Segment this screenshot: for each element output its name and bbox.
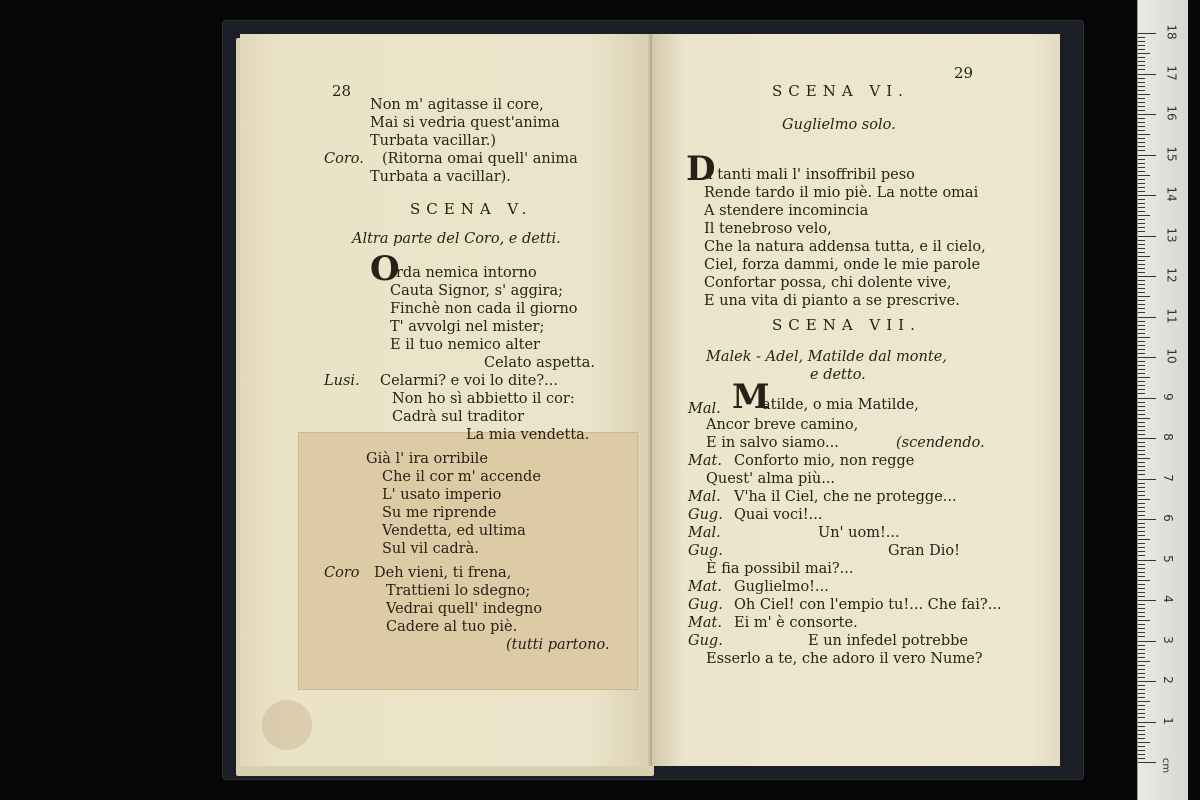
ruler-tick [1138,219,1145,220]
ruler-tick [1138,41,1145,42]
scene-subtitle: Malek - Adel, Matilde dal monte, [706,349,947,365]
ruler-tick [1138,762,1156,763]
ruler-tick [1138,381,1145,382]
ruler-tick [1138,462,1145,463]
ruler-tick [1138,458,1150,459]
ruler-tick [1138,588,1145,589]
verse-line: Confortar possa, chi dolente vive, [704,275,952,291]
drop-cap: O [370,249,400,289]
ruler-tick [1138,333,1145,334]
speaker-label: Coro [324,565,360,581]
page-number: 28 [332,82,352,100]
ruler-tick [1138,90,1145,91]
ruler-tick [1138,312,1145,313]
ruler-tick [1138,636,1145,637]
ruler-tick [1138,284,1145,285]
ruler-tick [1138,410,1145,411]
ruler-tick [1138,746,1145,747]
ruler-tick [1138,576,1145,577]
verse-line: Trattieni lo sdegno; [386,583,531,599]
verse-line: Non m' agitasse il core, [370,97,544,113]
ruler-tick [1138,491,1145,492]
ruler-tick [1138,430,1145,431]
ruler-tick [1138,535,1145,536]
ruler-tick [1138,406,1145,407]
ruler-tick [1138,495,1145,496]
verse-line: (Ritorna omai quell' anima [382,151,578,167]
ruler-tick [1138,531,1145,532]
ruler-tick [1138,527,1145,528]
speaker-label: Mal. [688,489,721,505]
ruler-tick [1138,555,1145,556]
ruler-tick [1138,33,1156,34]
speaker-label: Gug. [688,597,723,613]
ruler-number: 2 [1160,676,1175,684]
ruler-tick [1138,126,1145,127]
ruler-tick [1138,612,1145,613]
ruler-tick [1138,632,1145,633]
ruler-tick [1138,393,1145,394]
ruler-tick [1138,191,1145,192]
ruler-tick [1138,329,1145,330]
ruler-tick [1138,592,1145,593]
ruler-tick [1138,345,1145,346]
drop-cap: M [732,377,770,417]
ruler-tick [1138,150,1145,151]
verse-line: Celarmi? e voi lo dite?... [380,373,558,389]
ruler-tick [1138,677,1145,678]
ruler-tick [1138,65,1145,66]
verse-line: V'ha il Ciel, che ne protegge... [734,489,957,505]
ruler-tick [1138,94,1150,95]
ruler-tick [1138,373,1145,374]
ruler-unit-label: cm [1160,757,1172,774]
ruler-tick [1138,730,1145,731]
page-number: 29 [954,64,974,82]
ruler-tick [1138,365,1145,366]
ruler-tick [1138,600,1156,601]
ruler-tick [1138,163,1145,164]
ruler-tick [1138,45,1145,46]
ruler-tick [1138,418,1150,419]
ruler-tick [1138,292,1145,293]
ruler-tick [1138,159,1145,160]
verse-line: La mia vendetta. [466,427,590,443]
verse-line: Guglielmo!... [734,579,829,595]
ruler-tick [1138,171,1145,172]
speaker-label: Coro. [324,151,364,167]
verse-line: Turbata a vacillar). [370,169,511,185]
ruler-tick [1138,693,1145,694]
ruler-tick [1138,321,1145,322]
verse-line: Cadrà sul traditor [392,409,525,425]
scene-subtitle: Altra parte del Coro, e detti. [352,231,561,247]
verse-line: Rende tardo il mio piè. La notte omai [704,185,979,201]
ruler-tick [1138,580,1150,581]
ruler-tick [1138,624,1145,625]
ruler-tick [1138,454,1145,455]
ruler-number: 13 [1164,226,1179,243]
ruler-tick [1138,349,1145,350]
ruler-tick [1138,608,1145,609]
ruler-number: 3 [1160,635,1175,644]
verse-line: Cauta Signor, s' aggira; [390,283,563,299]
ruler-number: 8 [1160,433,1175,441]
ruler-tick [1138,118,1145,119]
speaker-label: Gug. [688,507,723,523]
verse-line: E in salvo siamo... [706,435,839,451]
ruler-tick [1138,543,1145,544]
foxing-spot [262,700,312,750]
ruler-tick [1138,479,1156,480]
ruler-tick [1138,596,1145,597]
ruler-tick [1138,183,1145,184]
ruler-number: 11 [1164,307,1179,324]
ruler-tick [1138,260,1145,261]
ruler-tick [1138,665,1145,666]
ruler-tick [1138,568,1145,569]
ruler-tick [1138,422,1145,423]
ruler-tick [1138,353,1145,354]
verse-line: È fia possibil mai?... [706,561,854,577]
verse-line: Il tenebroso velo, [704,221,832,237]
ruler-tick [1138,179,1145,180]
ruler-tick [1138,515,1145,516]
ruler-tick [1138,74,1156,75]
verse-line: Finchè non cada il giorno [390,301,578,317]
ruler-tick [1138,252,1145,253]
ruler-tick [1138,511,1145,512]
ruler-tick [1138,507,1145,508]
ruler-tick [1138,248,1145,249]
verse-line: Quai voci!... [734,507,823,523]
ruler-tick [1138,442,1145,443]
ruler-tick [1138,69,1145,70]
verse-line: Esserlo a te, che adoro il vero Nume? [706,651,983,667]
ruler-tick [1138,385,1145,386]
verse-line: Che il cor m' accende [382,469,541,485]
ruler-tick [1138,110,1145,111]
verse-line: Oh Ciel! con l'empio tu!... Che fai?... [734,597,1002,613]
verse-line: i tanti mali l' insoffribil peso [708,167,915,183]
ruler-tick [1138,236,1156,237]
ruler-tick [1138,426,1145,427]
ruler-tick [1138,754,1145,755]
ruler-tick [1138,389,1145,390]
ruler-tick [1138,361,1145,362]
ruler-tick [1138,717,1145,718]
verse-line: L' usato imperio [382,487,502,503]
ruler-tick [1138,227,1145,228]
verse-line: Un' uom!... [818,525,900,541]
ruler-tick [1138,628,1145,629]
verse-line: Ei m' è consorte. [734,615,858,631]
ruler-tick [1138,377,1150,378]
ruler-tick [1138,402,1145,403]
ruler-number: 1 [1160,716,1175,725]
ruler-tick [1138,681,1156,682]
verse-line: Celato aspetta. [484,355,595,371]
verse-line: Turbata vacillar.) [370,133,497,149]
verse-line: atilde, o mia Matilde, [762,397,919,413]
ruler-tick [1138,487,1145,488]
ruler-tick [1138,272,1145,273]
ruler-tick [1138,199,1145,200]
ruler-tick [1138,82,1145,83]
ruler-tick [1138,709,1145,710]
ruler-tick [1138,256,1150,257]
verse-line: A stendere incomincia [704,203,869,219]
ruler-tick [1138,645,1145,646]
ruler-tick [1138,434,1145,435]
ruler-number: 12 [1164,267,1179,283]
ruler-tick [1138,551,1145,552]
verse-line: E un infedel potrebbe [808,633,969,649]
ruler-number: 4 [1160,595,1175,603]
ruler-number: 7 [1160,473,1175,482]
ruler-tick [1138,523,1145,524]
scene-subtitle: e detto. [810,367,866,383]
verse-line: Non ho sì abbietto il cor: [392,391,575,407]
ruler-tick [1138,138,1145,139]
ruler-tick [1138,175,1150,176]
ruler-tick [1138,337,1150,338]
ruler-tick [1138,187,1145,188]
speaker-label: Mat. [688,615,722,631]
verse-line: Cadere al tuo piè. [386,619,518,635]
ruler-tick [1138,296,1150,297]
speaker-label: Gug. [688,633,723,649]
ruler-tick [1138,713,1145,714]
verse-line: Che la natura addensa tutta, e il cielo, [704,239,986,255]
ruler-tick [1138,223,1145,224]
ruler-tick [1138,114,1156,115]
ruler-number: 5 [1160,554,1175,563]
ruler-number: 18 [1164,24,1179,40]
ruler-tick [1138,564,1145,565]
ruler-tick [1138,300,1145,301]
scene-heading: SCENA VI. [772,82,909,100]
verse-line: Gran Dio! [888,543,960,559]
ruler-tick [1138,325,1145,326]
verse-line: Già l' ira orribile [366,451,488,467]
speaker-label: Mat. [688,453,722,469]
ruler-tick [1138,758,1145,759]
verse-line: Ciel, forza dammi, onde le mie parole [704,257,981,273]
speaker-label: Lusi. [324,373,360,389]
ruler-number: 16 [1164,105,1179,121]
verse-line: Su me riprende [382,505,497,521]
verse-line: T' avvolgi nel mister; [390,319,545,335]
ruler-tick [1138,317,1156,318]
ruler-tick [1138,37,1145,38]
ruler-tick [1138,398,1156,399]
ruler-tick [1138,689,1145,690]
ruler-tick [1138,240,1145,241]
ruler-tick [1138,53,1150,54]
speaker-label: Mal. [688,525,721,541]
ruler-tick [1138,86,1145,87]
ruler-number: 10 [1164,348,1179,364]
ruler-tick [1138,414,1145,415]
ruler-tick [1138,519,1156,520]
ruler-tick [1138,341,1145,342]
ruler-tick [1138,734,1145,735]
ruler-tick [1138,357,1156,358]
verse-line: E il tuo nemico alter [390,337,540,353]
stage-direction: (scendendo. [896,435,985,451]
ruler-tick [1138,155,1156,156]
ruler-number: 15 [1164,145,1179,162]
ruler-tick [1138,750,1145,751]
ruler-tick [1138,244,1145,245]
ruler-tick [1138,49,1145,50]
measuring-ruler [1137,0,1188,800]
ruler-tick [1138,657,1145,658]
ruler-tick [1138,722,1156,723]
ruler-tick [1138,264,1145,265]
ruler-tick [1138,738,1145,739]
ruler-tick [1138,57,1145,58]
speaker-label: Mal. [688,401,721,417]
ruler-tick [1138,499,1150,500]
ruler-tick [1138,231,1145,232]
ruler-tick [1138,438,1156,439]
ruler-tick [1138,673,1145,674]
drop-cap: D [686,149,716,189]
ruler-tick [1138,304,1145,305]
ruler-tick [1138,726,1145,727]
ruler-tick [1138,308,1145,309]
ruler-tick [1138,276,1156,277]
ruler-tick [1138,195,1156,196]
ruler-tick [1138,102,1145,103]
ruler-tick [1138,106,1145,107]
ruler-tick [1138,288,1145,289]
ruler-tick [1138,146,1145,147]
ruler-tick [1138,207,1145,208]
verse-line: Ancor breve camino, [706,417,859,433]
ruler-tick [1138,547,1145,548]
ruler-tick [1138,616,1145,617]
ruler-tick [1138,641,1156,642]
ruler-tick [1138,122,1145,123]
right-page [652,34,1060,766]
ruler-tick [1138,466,1145,467]
verse-line: E una vita di pianto a se prescrive. [704,293,960,309]
speaker-label: Gug. [688,543,723,559]
verse-line: Quest' alma più... [706,471,836,487]
ruler-number: 6 [1160,514,1175,522]
ruler-tick [1138,620,1150,621]
ruler-tick [1138,215,1150,216]
ruler-tick [1138,649,1145,650]
verse-line: Sul vil cadrà. [382,541,479,557]
ruler-number: 9 [1160,392,1175,401]
verse-line: Conforto mio, non regge [734,453,915,469]
verse-line: rda nemica intorno [396,265,537,281]
ruler-tick [1138,685,1145,686]
speaker-label: Mat. [688,579,722,595]
scene-subtitle: Guglielmo solo. [782,117,896,133]
ruler-tick [1138,661,1150,662]
ruler-tick [1138,560,1156,561]
ruler-tick [1138,130,1145,131]
ruler-tick [1138,705,1145,706]
ruler-tick [1138,483,1145,484]
ruler-tick [1138,503,1145,504]
verse-line: Vendetta, ed ultima [382,523,526,539]
verse-line: Deh vieni, ti frena, [374,565,512,581]
ruler-tick [1138,604,1145,605]
ruler-tick [1138,211,1145,212]
left-page [240,34,652,766]
ruler-tick [1138,280,1145,281]
scene-heading: SCENA V. [410,200,533,218]
stage-direction: (tutti partono. [506,637,610,653]
ruler-tick [1138,450,1145,451]
ruler-tick [1138,669,1145,670]
ruler-tick [1138,78,1145,79]
ruler-tick [1138,539,1150,540]
ruler-number: 17 [1164,64,1179,81]
ruler-tick [1138,653,1145,654]
ruler-tick [1138,134,1150,135]
ruler-tick [1138,470,1145,471]
ruler-tick [1138,369,1145,370]
ruler-tick [1138,742,1150,743]
ruler-tick [1138,98,1145,99]
verse-line: Mai si vedria quest'anima [370,115,560,131]
ruler-tick [1138,474,1145,475]
ruler-tick [1138,697,1145,698]
scene-heading: SCENA VII. [772,316,921,334]
ruler-tick [1138,584,1145,585]
ruler-number: 14 [1164,186,1179,202]
ruler-tick [1138,446,1145,447]
ruler-tick [1138,167,1145,168]
ruler-tick [1138,142,1145,143]
ruler-tick [1138,268,1145,269]
ruler-tick [1138,61,1145,62]
verse-line: Vedrai quell' indegno [386,601,543,617]
ruler-tick [1138,203,1145,204]
ruler-tick [1138,572,1145,573]
ruler-tick [1138,701,1150,702]
